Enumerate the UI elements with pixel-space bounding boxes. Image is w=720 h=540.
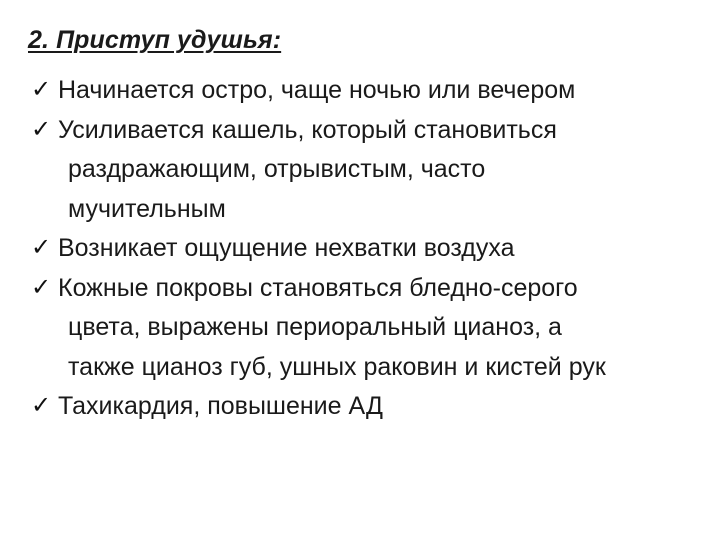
list-item [28, 269, 708, 388]
list-item [28, 111, 708, 230]
checkmark-icon: ✓ [30, 272, 52, 301]
item-line-continued: также цианоз губ, ушных раковин и кистей рук [68, 352, 606, 381]
item-line-continued: раздражающим, отрывистым, часто [68, 155, 486, 183]
item-line: Кожные покровы становяться бледно-серого [58, 273, 578, 302]
slide-title: 2. Приступ удушья: [28, 26, 282, 54]
checkmark-icon: ✓ [30, 75, 52, 104]
checkmark-icon: ✓ [30, 114, 52, 143]
item-line: Возникает ощущение нехватки воздуха [58, 234, 515, 262]
list-item [28, 387, 708, 427]
item-line: Усиливается кашель, который становиться [58, 115, 557, 144]
list-item [28, 71, 708, 111]
checkmark-icon: ✓ [30, 233, 52, 262]
checkmark-icon: ✓ [30, 391, 52, 420]
item-line: Начинается остро, чаще ночью или вечером [58, 76, 576, 104]
list-item [28, 229, 708, 269]
item-line-continued: цвета, выражены периоральный цианоз, а [68, 313, 562, 341]
item-line: Тахикардия, повышение АД [58, 392, 383, 420]
item-line-continued: мучительным [68, 194, 226, 223]
bullet-list [28, 71, 708, 427]
